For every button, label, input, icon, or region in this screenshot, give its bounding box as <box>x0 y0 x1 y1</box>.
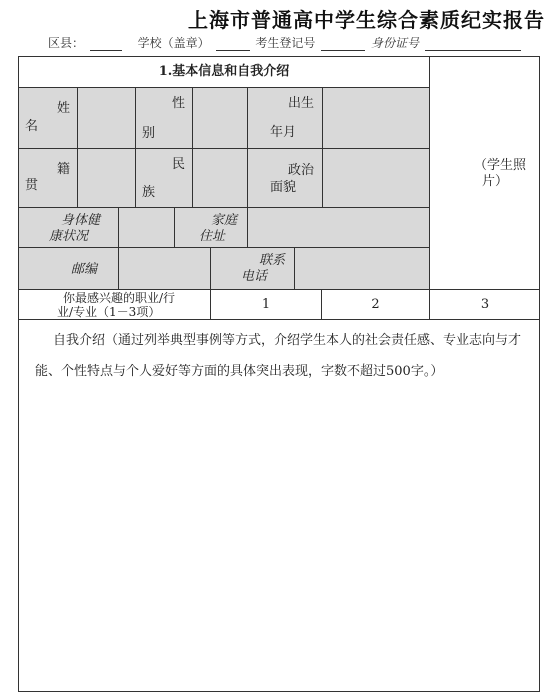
district-label: 区县： <box>48 36 85 50</box>
birth-label-cell <box>248 88 323 149</box>
exam-no-field[interactable] <box>321 37 365 51</box>
native-label-a: 籍 <box>57 162 71 177</box>
name-label-b: 名 <box>25 119 39 134</box>
career-label-a: 你最感兴趣的职业/行 <box>63 291 176 305</box>
gender-label-a: 性 <box>172 96 186 111</box>
career-option-3-number: 3 <box>480 297 490 312</box>
section-title-cell <box>19 57 430 88</box>
self-intro-instructions: 自我介绍（通过列举典型事例等方式，介绍学生本人的社会责任感、专业志向与才能、个性特点与个人爱好等方面的具体突出表现，字数不超过500字。） <box>35 333 522 379</box>
name-value-cell[interactable] <box>78 88 136 149</box>
health-label-a: 身体健 <box>61 213 101 228</box>
postcode-label: 邮编 <box>71 262 98 277</box>
school-label: 学校（盖章） <box>137 36 210 50</box>
name-label-a: 姓 <box>57 101 71 116</box>
id-label: 身份证号 <box>371 36 420 50</box>
political-label-b: 面貌 <box>270 180 297 195</box>
birth-label-a: 出生 <box>288 96 315 111</box>
career-option-2-number: 2 <box>371 297 380 312</box>
ethnic-label-cell <box>136 149 193 208</box>
gender-value-cell[interactable] <box>193 88 248 149</box>
birth-label-b: 年月 <box>270 125 297 140</box>
address-label-b: 住址 <box>199 229 226 244</box>
career-label-b: 业/专业（1－3项） <box>57 305 161 319</box>
address-label-cell <box>175 208 248 248</box>
id-field[interactable] <box>425 37 521 51</box>
ethnic-value-cell[interactable] <box>193 149 248 208</box>
self-intro-writing-area[interactable] <box>19 387 540 691</box>
career-option-2[interactable] <box>322 290 430 320</box>
ethnic-label-b: 族 <box>142 185 156 200</box>
health-label-cell <box>19 208 119 248</box>
native-value-cell[interactable] <box>78 149 136 208</box>
section-title: 1.基本信息和自我介绍 <box>158 64 290 79</box>
gender-label-cell <box>136 88 193 149</box>
address-value-cell[interactable] <box>248 208 430 248</box>
phone-label-a: 联系 <box>259 253 286 268</box>
header-meta-line <box>48 34 523 52</box>
ethnic-label-a: 民 <box>172 157 186 172</box>
career-option-3[interactable] <box>430 290 540 320</box>
birth-value-cell[interactable] <box>323 88 430 149</box>
info-table <box>18 56 540 692</box>
career-option-1-number: 1 <box>261 297 271 312</box>
health-value-cell[interactable] <box>119 208 175 248</box>
gender-label-b: 别 <box>142 126 156 141</box>
address-label-a: 家庭 <box>211 213 238 228</box>
postcode-value-cell[interactable] <box>119 248 211 290</box>
photo-cell[interactable] <box>430 57 540 290</box>
native-label-cell <box>19 149 78 208</box>
exam-no-label: 考生登记号 <box>255 36 316 50</box>
photo-label-b: 片） <box>482 174 509 189</box>
political-label-cell <box>248 149 323 208</box>
page-title: 上海市普通高中学生综合素质纪实报告 <box>188 8 545 32</box>
health-label-b: 康状况 <box>49 229 89 244</box>
postcode-label-cell <box>19 248 119 290</box>
name-label-cell <box>19 88 78 149</box>
phone-value-cell[interactable] <box>295 248 430 290</box>
native-label-b: 贯 <box>25 178 39 193</box>
photo-label-a: （学生照 <box>474 158 527 173</box>
career-label-cell <box>19 290 211 320</box>
district-field[interactable] <box>90 37 122 51</box>
school-field[interactable] <box>216 37 250 51</box>
political-value-cell[interactable] <box>323 149 430 208</box>
phone-label-cell <box>211 248 295 290</box>
career-option-1[interactable] <box>211 290 322 320</box>
phone-label-b: 电话 <box>241 269 268 284</box>
political-label-a: 政治 <box>288 163 315 178</box>
